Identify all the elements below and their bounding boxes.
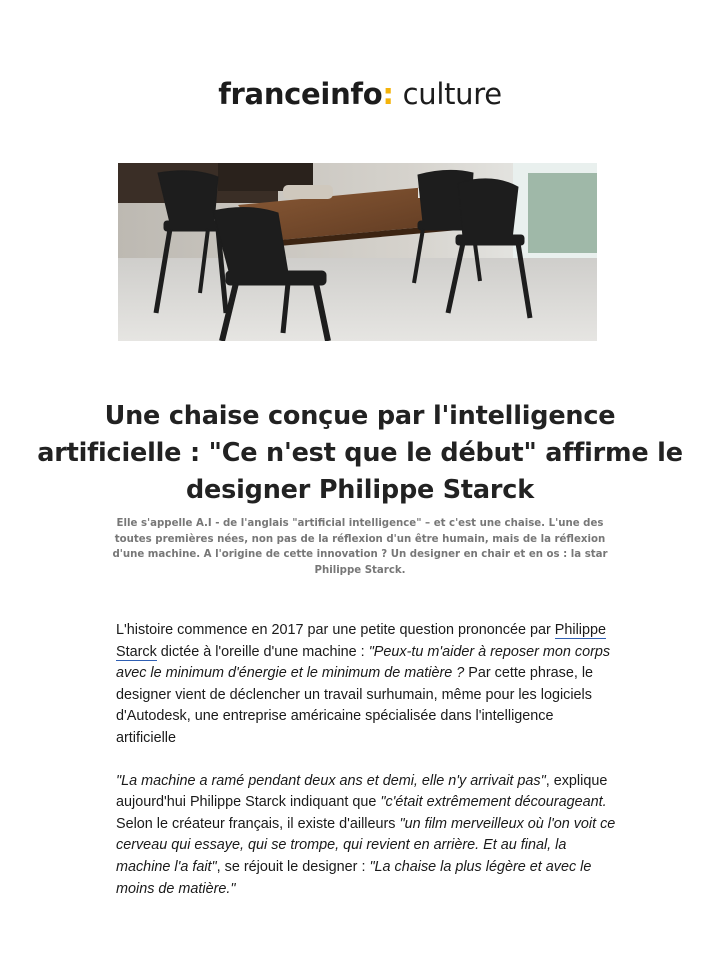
hero-image [118, 163, 597, 341]
p2-quote-1: "La machine a ramé pendant deux ans et demi, elle n'y arrivait pas" [116, 772, 546, 789]
article-body [116, 620, 616, 921]
p2-text-1: , explique aujourd'hui Philippe Starck indiquant que [116, 772, 608, 811]
article-title: Une chaise conçue par l'intelligence artificielle : "Ce n'est que le début" affirme le designer Philippe Starck [37, 401, 683, 505]
p2-quote-2: "c'était extrêmement décourageant. [380, 794, 607, 811]
logo-colon: : [382, 77, 394, 111]
logo-brand: franceinfo [218, 77, 383, 111]
article-lede: Elle s'appelle A.I - de l'anglais "artificial intelligence" – et c'est une chaise. L'une des toutes premières nées, non pas de la réflexion d'un être humain, mais de la réflexion d'une machine. A l'origine de cette innovation ? Un designer en chair et en os : la star Philippe Starck. [112, 518, 608, 576]
p2-quote-4: "La chaise la plus légère et avec le moins de matière." [116, 858, 592, 897]
chairs-illustration [118, 163, 597, 341]
logo-section: culture [402, 77, 502, 111]
p1-text-3: Par cette phrase, le designer vient de déclencher un travail surhumain, même pour les logiciels d'Autodesk, une entreprise américaine spécialisée dans l'intelligence artificielle [116, 665, 594, 746]
p2-text-3: , se réjouit le designer : [216, 858, 370, 875]
paragraph-2 [116, 771, 616, 901]
p1-text-2: dictée à l'oreille d'une machine : [156, 643, 369, 660]
p1-text-1: L'histoire commence en 2017 par une petite question prononcée par [116, 622, 555, 638]
philippe-starck-link[interactable]: Philippe Starck [116, 622, 606, 660]
p2-text-2: Selon le créateur français, il existe d'ailleurs [116, 815, 400, 832]
site-logo[interactable] [0, 74, 720, 114]
p1-quote-1: "Peux-tu m'aider à reposer mon corps avec le minimum d'énergie et le minimum de matière ? [116, 643, 611, 682]
p2-quote-3: "un film merveilleux où l'on voit ce cerveau qui essaye, qui se trompe, qui revient en arrière. Et au final, la machine l'a fait" [116, 815, 616, 875]
paragraph-1 [116, 620, 616, 750]
